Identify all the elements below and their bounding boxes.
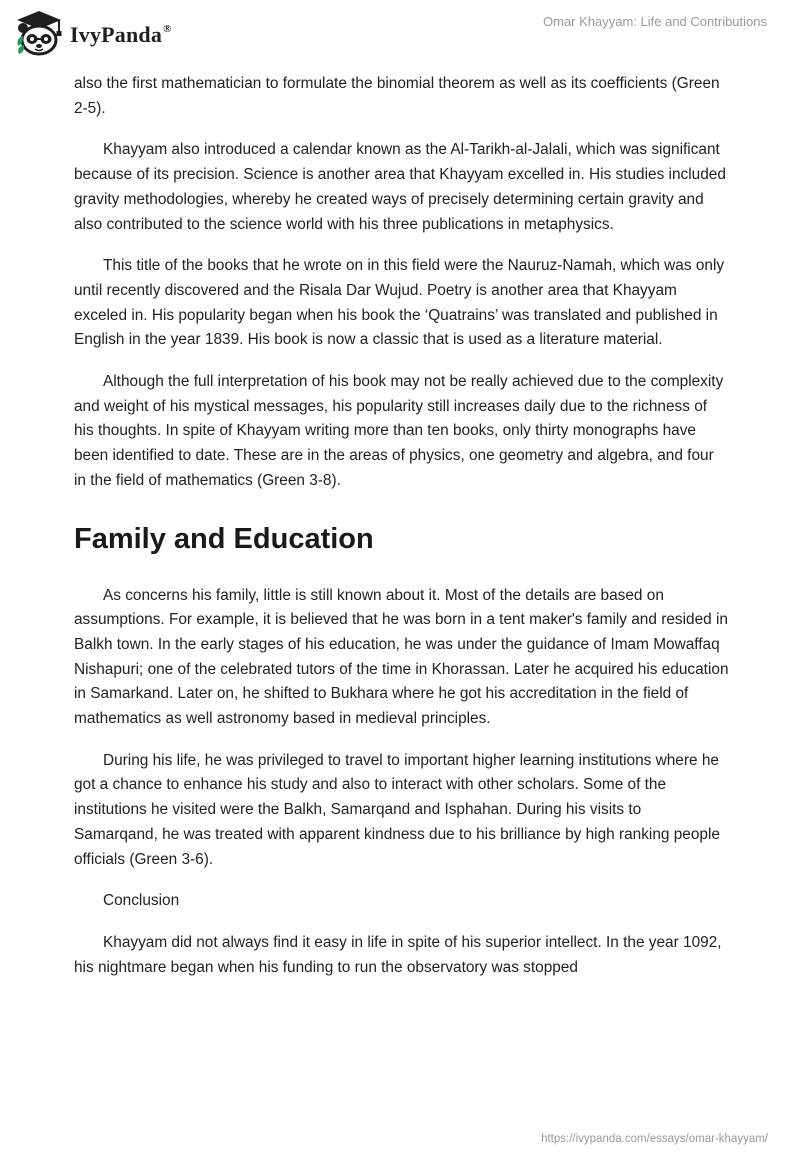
page-header	[0, 0, 800, 70]
source-url[interactable]: https://ivypanda.com/essays/omar-khayyam/	[541, 1133, 768, 1145]
paragraph: Khayyam also introduced a calendar known as the Al-Tarikh-al-Jalali, which was significant because of its precision. Science is another area that Khayyam excelled in. His studies included gravity methodologies, whereby he created ways of precisely determining certain gravity and also contributed to the science world with his three publications in metaphysics.	[74, 141, 726, 233]
paragraph: Khayyam did not always find it easy in life in spite of his superior intellect. In the year 1092, his nightmare began when his funding to run the observatory was stopped	[74, 933, 722, 976]
brand-name: IvyPanda®	[70, 22, 172, 47]
panda-graduate-icon	[14, 8, 64, 58]
paragraph: As concerns his family, little is still known about it. Most of the details are based on assumptions. For example, it is believed that he was born in a tent maker's family and resided in Balkh town. In the early stages of his education, he was under the guidance of Imam Mowaffaq Nishapuri; one of the celebrated tutors of the time in Khorassan. Later he acquired his education in Samarkand. Later on, he shifted to Bukhara where he got his accreditation in the field of mathematics as well astronomy based in medieval principles.	[74, 586, 729, 728]
section-heading: Family and Education	[74, 522, 374, 555]
paragraph: also the first mathematician to formulate the binomial theorem as well as its coefficients (Green 2-5).	[74, 75, 720, 117]
paragraph: Although the full interpretation of his book may not be really achieved due to the complexity and weight of his mystical messages, his popularity still increases daily due to the richness of his thoughts. In spite of Khayyam writing more than ten books, only thirty monographs have been identified to date. These are in the areas of physics, one geometry and algebra, and four in the field of mathematics (Green 3-8).	[74, 373, 724, 489]
document-title: Omar Khayyam: Life and Contributions	[543, 14, 767, 29]
paragraph: During his life, he was privileged to travel to important higher learning institutions where he got a chance to enhance his study and also to interact with other scholars. Some of the institutions he visited were the Balkh, Samarqand and Isphahan. During his visits to Samarqand, he was treated with apparent kindness due to his brilliance by high ranking people officials (Green 3-6).	[74, 751, 720, 868]
conclusion-label: Conclusion	[103, 892, 180, 910]
ivypanda-logo[interactable]	[14, 8, 172, 58]
essay-body	[74, 72, 729, 997]
paragraph: This title of the books that he wrote on in this field were the Nauruz-Namah, which was only until recently discovered and the Risala Dar Wujud. Poetry is another area that Khayyam exceled in. His popularity began when his book the ‘Quatrains’ was translated and published in English in the year 1839. His book is now a classic that is used as a literature material.	[74, 257, 725, 349]
